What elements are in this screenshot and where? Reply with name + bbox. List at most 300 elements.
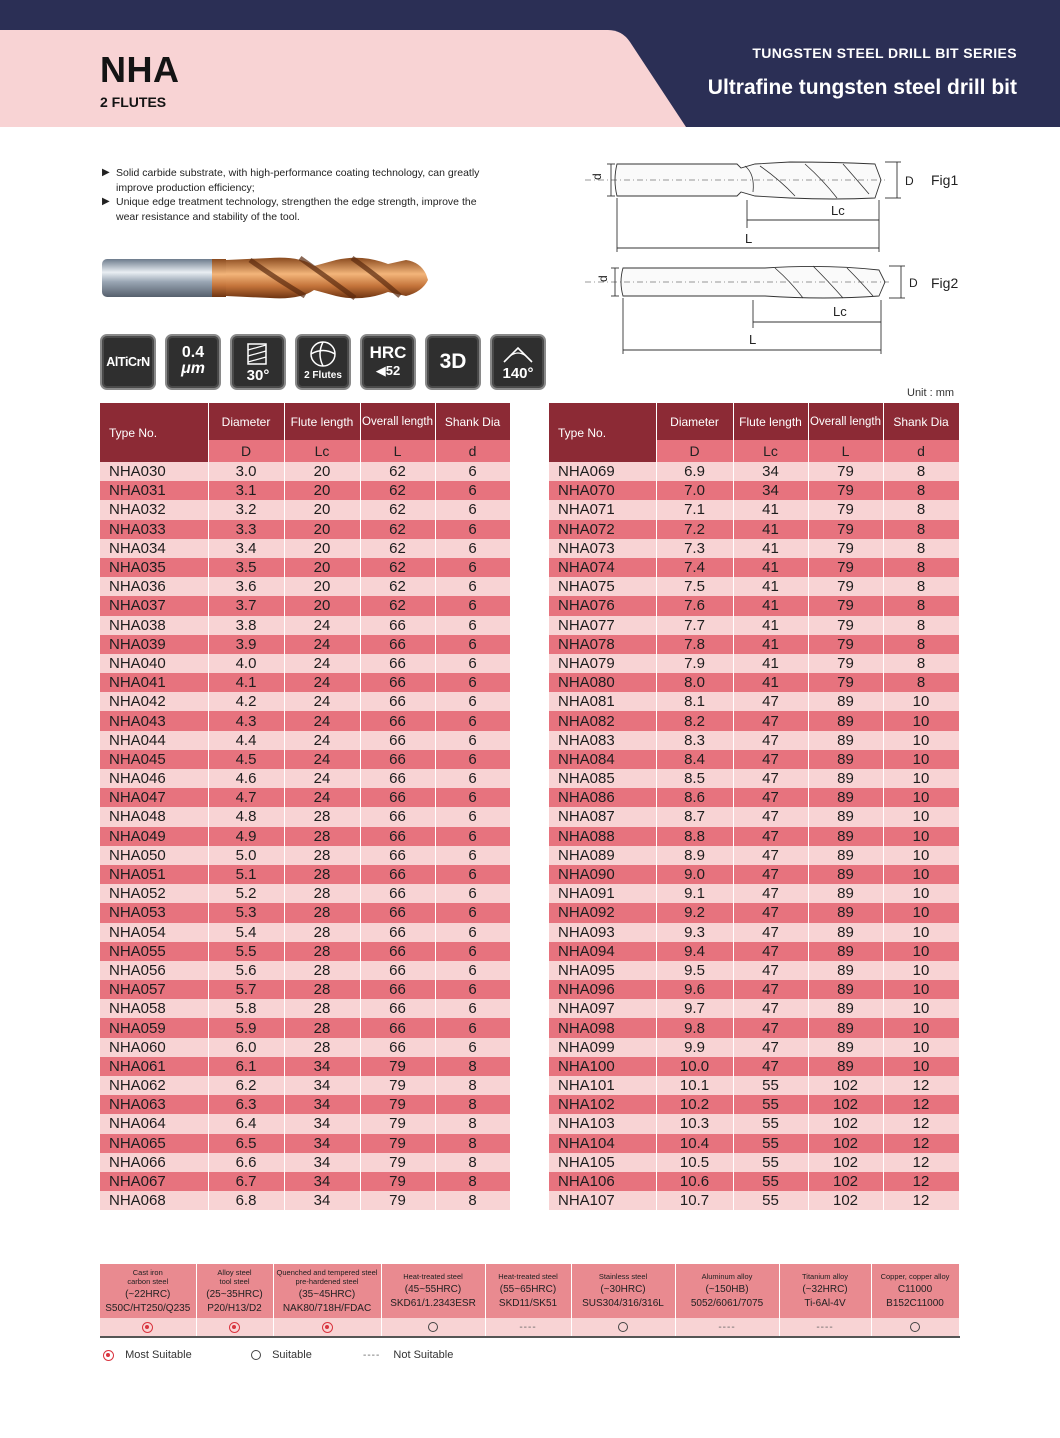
header-sym-d: d (435, 440, 510, 462)
diameter-cell: 4.2 (208, 692, 284, 711)
table-row (100, 1134, 510, 1153)
spec-table-right-body (549, 462, 959, 1210)
type-no-cell: NHA077 (549, 616, 656, 635)
type-no-cell: NHA099 (549, 1038, 656, 1057)
material-header (273, 1264, 381, 1318)
type-no-cell: NHA098 (549, 1018, 656, 1037)
overall-length-cell: 66 (360, 923, 435, 942)
table-row (100, 807, 510, 826)
overall-length-cell: 79 (360, 1134, 435, 1153)
type-no-cell: NHA058 (100, 999, 208, 1018)
diameter-cell: 4.3 (208, 711, 284, 730)
shank-dia-cell: 6 (435, 577, 510, 596)
diameter-cell: 7.4 (656, 558, 733, 577)
type-no-cell: NHA033 (100, 520, 208, 539)
shank-dia-cell: 6 (435, 750, 510, 769)
overall-length-cell: 62 (360, 462, 435, 481)
shank-dia-cell: 6 (435, 500, 510, 519)
material-grades: Ti-6Al-4V (804, 1298, 846, 1309)
suitability-cell (196, 1318, 273, 1337)
table-row (549, 596, 959, 615)
flute-length-cell: 34 (284, 1153, 360, 1172)
overall-length-cell: 66 (360, 731, 435, 750)
point-angle-icon (490, 334, 546, 390)
diameter-cell: 9.1 (656, 884, 733, 903)
bullet-triangle-icon: ▶ (102, 167, 110, 178)
table-row (549, 903, 959, 922)
type-no-cell: NHA095 (549, 961, 656, 980)
diameter-cell: 10.4 (656, 1134, 733, 1153)
diameter-cell: 5.3 (208, 903, 284, 922)
table-row (100, 520, 510, 539)
flute-length-cell: 34 (284, 1191, 360, 1210)
flute-length-cell: 47 (733, 769, 808, 788)
shank-dia-cell: 10 (883, 999, 959, 1018)
overall-length-cell: 89 (808, 788, 883, 807)
flute-length-cell: 55 (733, 1153, 808, 1172)
shank-dia-cell: 8 (435, 1191, 510, 1210)
overall-length-cell: 66 (360, 788, 435, 807)
material-grades: SKD61/1.2343ESR (390, 1298, 476, 1309)
flute-length-cell: 55 (733, 1134, 808, 1153)
flute-length-cell: 41 (733, 500, 808, 519)
type-no-cell: NHA035 (100, 558, 208, 577)
table-row (100, 1018, 510, 1037)
not-suitable-mark: ---- (718, 1321, 736, 1333)
overall-length-cell: 89 (808, 692, 883, 711)
flute-length-cell: 28 (284, 865, 360, 884)
flute-length-cell: 24 (284, 788, 360, 807)
surface-roughness-icon (165, 334, 221, 390)
header-flute-length: Flute length (284, 403, 360, 440)
fig1-shank-label: d (590, 173, 604, 180)
type-no-cell: NHA102 (549, 1095, 656, 1114)
table-row (549, 788, 959, 807)
most-suitable-icon (229, 1322, 240, 1333)
diameter-cell: 4.0 (208, 654, 284, 673)
model-name: NHA (100, 49, 180, 90)
diameter-cell: 5.7 (208, 980, 284, 999)
material-name: Stainless steel (598, 1272, 648, 1281)
flute-length-cell: 47 (733, 807, 808, 826)
helix-graphic (232, 340, 284, 368)
table-row (100, 1191, 510, 1210)
table-row (549, 1057, 959, 1076)
overall-length-cell: 79 (808, 635, 883, 654)
flute-length-cell: 24 (284, 711, 360, 730)
table-row (100, 1153, 510, 1172)
flute-length-cell: 47 (733, 884, 808, 903)
type-no-cell: NHA068 (100, 1191, 208, 1210)
type-no-cell: NHA088 (549, 827, 656, 846)
flute-length-cell: 55 (733, 1114, 808, 1133)
diameter-cell: 10.3 (656, 1114, 733, 1133)
flute-length-cell: 41 (733, 616, 808, 635)
flute-length-cell: 24 (284, 654, 360, 673)
shank-dia-cell: 6 (435, 1018, 510, 1037)
flute-length-cell: 47 (733, 980, 808, 999)
material-header (196, 1264, 273, 1318)
diameter-cell: 3.3 (208, 520, 284, 539)
overall-length-cell: 66 (360, 635, 435, 654)
flute-length-cell: 28 (284, 903, 360, 922)
header-overall-length: Overall length (360, 403, 435, 440)
most-suitable-icon (322, 1322, 333, 1333)
shank-dia-cell: 6 (435, 654, 510, 673)
flute-length-cell: 47 (733, 903, 808, 922)
flute-count: 2 FLUTES (100, 94, 167, 110)
table-row (100, 980, 510, 999)
overall-length-cell: 79 (360, 1153, 435, 1172)
type-no-cell: NHA054 (100, 923, 208, 942)
material-name: tool steel (219, 1276, 250, 1286)
fig1-length-label: L (745, 231, 753, 246)
type-no-cell: NHA086 (549, 788, 656, 807)
flute-length-cell: 41 (733, 596, 808, 615)
overall-length-cell: 102 (808, 1153, 883, 1172)
flute-length-cell: 20 (284, 558, 360, 577)
shank-dia-cell: 12 (883, 1191, 959, 1210)
shank-dia-cell: 10 (883, 807, 959, 826)
overall-length-cell: 89 (808, 942, 883, 961)
table-row (549, 1114, 959, 1133)
overall-length-cell: 79 (360, 1191, 435, 1210)
table-row (100, 1076, 510, 1095)
shank-dia-cell: 8 (883, 616, 959, 635)
diameter-cell: 4.4 (208, 731, 284, 750)
type-no-cell: NHA083 (549, 731, 656, 750)
overall-length-cell: 79 (360, 1057, 435, 1076)
flute-length-cell: 28 (284, 942, 360, 961)
overall-length-cell: 66 (360, 942, 435, 961)
table-row (100, 1172, 510, 1191)
header-sym-D: D (656, 440, 733, 462)
legend-not-text: Not Suitable (393, 1349, 454, 1361)
diameter-cell: 9.6 (656, 980, 733, 999)
shank-dia-cell: 8 (883, 539, 959, 558)
shank-dia-cell: 6 (435, 980, 510, 999)
table-row (549, 635, 959, 654)
type-no-cell: NHA097 (549, 999, 656, 1018)
bullet-triangle-icon: ▶ (102, 196, 110, 207)
type-no-cell: NHA080 (549, 673, 656, 692)
material-name: Alloy steel (217, 1267, 252, 1277)
flute-length-cell: 41 (733, 654, 808, 673)
shank-dia-cell: 10 (883, 711, 959, 730)
table-row (549, 1134, 959, 1153)
diameter-cell: 5.8 (208, 999, 284, 1018)
flute-length-cell: 34 (284, 1114, 360, 1133)
diameter-cell: 5.4 (208, 923, 284, 942)
diameter-cell: 9.2 (656, 903, 733, 922)
flute-length-cell: 24 (284, 750, 360, 769)
header-sym-Lc: Lc (733, 440, 808, 462)
diameter-cell: 3.1 (208, 481, 284, 500)
diameter-cell: 4.1 (208, 673, 284, 692)
diameter-cell: 8.3 (656, 731, 733, 750)
fig1-drawing (585, 162, 901, 252)
shank-dia-cell: 8 (883, 520, 959, 539)
flute-length-cell: 47 (733, 865, 808, 884)
overall-length-cell: 89 (808, 1057, 883, 1076)
diameter-cell: 9.7 (656, 999, 733, 1018)
coating-icon (100, 334, 156, 390)
roughness-value: 0.4 (181, 344, 205, 361)
type-no-cell: NHA046 (100, 769, 208, 788)
material-hardness: (35~45HRC) (298, 1288, 356, 1300)
overall-length-cell: 89 (808, 711, 883, 730)
shank-dia-cell: 8 (883, 481, 959, 500)
diameter-cell: 7.3 (656, 539, 733, 558)
material-hardness: (~32HRC) (802, 1284, 848, 1295)
legend-most (103, 1349, 192, 1361)
shank-dia-cell: 6 (435, 673, 510, 692)
shank-dia-cell: 8 (435, 1114, 510, 1133)
flute-length-cell: 28 (284, 846, 360, 865)
overall-length-cell: 89 (808, 827, 883, 846)
legend-suitable-text: Suitable (272, 1349, 312, 1361)
flutes-graphic (297, 339, 349, 369)
flute-length-cell: 41 (733, 577, 808, 596)
flute-length-cell: 20 (284, 481, 360, 500)
table-row (549, 711, 959, 730)
type-no-cell: NHA036 (100, 577, 208, 596)
shank-dia-cell: 6 (435, 635, 510, 654)
hrc-label: HRC (369, 343, 407, 362)
overall-length-cell: 89 (808, 731, 883, 750)
type-no-cell: NHA052 (100, 884, 208, 903)
type-no-cell: NHA082 (549, 711, 656, 730)
table-row (100, 1038, 510, 1057)
material-name: Copper, copper alloy (880, 1272, 950, 1281)
shank-dia-cell: 10 (883, 827, 959, 846)
flute-length-cell: 55 (733, 1095, 808, 1114)
overall-length-cell: 66 (360, 616, 435, 635)
type-no-cell: NHA081 (549, 692, 656, 711)
diameter-cell: 6.7 (208, 1172, 284, 1191)
table-row (549, 865, 959, 884)
shank-dia-cell: 10 (883, 1038, 959, 1057)
shank-dia-cell: 6 (435, 462, 510, 481)
shank-dia-cell: 6 (435, 788, 510, 807)
type-no-cell: NHA032 (100, 500, 208, 519)
type-no-cell: NHA061 (100, 1057, 208, 1076)
overall-length-cell: 79 (808, 596, 883, 615)
header-shank-dia: Shank Dia (883, 403, 959, 440)
material-name: pre-hardened steel (295, 1276, 359, 1286)
material-hardness: C11000 (897, 1284, 933, 1295)
type-no-cell: NHA103 (549, 1114, 656, 1133)
type-no-cell: NHA096 (549, 980, 656, 999)
diameter-cell: 6.8 (208, 1191, 284, 1210)
material-hardness: (25~35HRC) (206, 1288, 263, 1300)
fig2-shank-label: d (596, 275, 610, 282)
overall-length-cell: 89 (808, 750, 883, 769)
diameter-cell: 5.6 (208, 961, 284, 980)
flute-length-cell: 28 (284, 884, 360, 903)
table-row (100, 903, 510, 922)
overall-length-cell: 89 (808, 807, 883, 826)
overall-length-cell: 79 (360, 1172, 435, 1191)
table-row (549, 1095, 959, 1114)
overall-length-cell: 89 (808, 846, 883, 865)
material-name: Heat-treated steel (498, 1272, 558, 1281)
material-grades: B152C11000 (886, 1298, 944, 1309)
flute-length-cell: 34 (284, 1076, 360, 1095)
diameter-cell: 4.6 (208, 769, 284, 788)
type-no-cell: NHA094 (549, 942, 656, 961)
flute-length-cell: 47 (733, 692, 808, 711)
shank-dia-cell: 8 (883, 596, 959, 615)
type-no-cell: NHA059 (100, 1018, 208, 1037)
header-diameter: Diameter (208, 403, 284, 440)
flute-length-cell: 47 (733, 731, 808, 750)
not-suitable-mark: ---- (363, 1349, 381, 1361)
overall-length-cell: 89 (808, 999, 883, 1018)
diameter-cell: 8.1 (656, 692, 733, 711)
suitability-cell (485, 1318, 571, 1337)
material-grades: SUS304/316/316L (582, 1298, 664, 1309)
shank-dia-cell: 8 (435, 1153, 510, 1172)
flute-length-cell: 34 (284, 1095, 360, 1114)
diameter-cell: 9.0 (656, 865, 733, 884)
flute-length-cell: 41 (733, 635, 808, 654)
fig2-flute-label: Lc (833, 304, 847, 319)
shank-dia-cell: 6 (435, 558, 510, 577)
shank-dia-cell: 10 (883, 903, 959, 922)
type-no-cell: NHA078 (549, 635, 656, 654)
shank-dia-cell: 6 (435, 731, 510, 750)
diameter-cell: 10.5 (656, 1153, 733, 1172)
shank-dia-cell: 10 (883, 980, 959, 999)
diameter-cell: 4.5 (208, 750, 284, 769)
overall-length-cell: 66 (360, 999, 435, 1018)
type-no-cell: NHA084 (549, 750, 656, 769)
shank-dia-cell: 6 (435, 827, 510, 846)
type-no-cell: NHA106 (549, 1172, 656, 1191)
not-suitable-mark: ---- (816, 1321, 834, 1333)
shank-dia-cell: 8 (883, 558, 959, 577)
overall-length-cell: 79 (360, 1095, 435, 1114)
overall-length-cell: 89 (808, 1018, 883, 1037)
shank-dia-cell: 6 (435, 692, 510, 711)
material-name: Cast iron (132, 1267, 163, 1277)
most-suitable-icon (103, 1350, 114, 1361)
depth-3d-icon (425, 334, 481, 390)
flute-length-cell: 24 (284, 731, 360, 750)
overall-length-cell: 79 (808, 539, 883, 558)
flute-length-cell: 20 (284, 500, 360, 519)
type-no-cell: NHA040 (100, 654, 208, 673)
unit-label: Unit : mm (907, 387, 955, 399)
fig2-label: Fig2 (931, 275, 959, 291)
flute-length-cell: 24 (284, 635, 360, 654)
flute-length-cell: 47 (733, 1057, 808, 1076)
diameter-cell: 6.1 (208, 1057, 284, 1076)
type-no-cell: NHA076 (549, 596, 656, 615)
table-row (100, 673, 510, 692)
type-no-cell: NHA070 (549, 481, 656, 500)
type-no-cell: NHA079 (549, 654, 656, 673)
overall-length-cell: 66 (360, 1018, 435, 1037)
table-row (549, 731, 959, 750)
overall-length-cell: 79 (808, 577, 883, 596)
fig1-label: Fig1 (931, 172, 959, 188)
header-type: Type No. (549, 403, 656, 462)
overall-length-cell: 89 (808, 923, 883, 942)
diameter-cell: 8.5 (656, 769, 733, 788)
header-sym-D: D (208, 440, 284, 462)
diameter-cell: 8.0 (656, 673, 733, 692)
diameter-cell: 10.6 (656, 1172, 733, 1191)
shank-dia-cell: 6 (435, 539, 510, 558)
diameter-cell: 6.5 (208, 1134, 284, 1153)
spec-table-right (549, 403, 960, 1210)
material-header (100, 1264, 196, 1318)
type-no-cell: NHA049 (100, 827, 208, 846)
flute-length-cell: 41 (733, 558, 808, 577)
fig2-drawing (585, 266, 905, 354)
diameter-cell: 3.5 (208, 558, 284, 577)
material-name: Quenched and tempered steel (276, 1267, 378, 1277)
table-row (549, 481, 959, 500)
material-hardness: (~150HB) (705, 1284, 749, 1295)
type-no-cell: NHA034 (100, 539, 208, 558)
fig1-flute-label: Lc (831, 203, 845, 218)
overall-length-cell: 66 (360, 750, 435, 769)
flute-length-cell: 20 (284, 520, 360, 539)
shank-dia-cell: 6 (435, 903, 510, 922)
material-name: Titanium alloy (802, 1272, 848, 1281)
diameter-cell: 7.9 (656, 654, 733, 673)
table-row (549, 846, 959, 865)
diameter-cell: 7.2 (656, 520, 733, 539)
shank-dia-cell: 8 (883, 673, 959, 692)
diameter-cell: 10.2 (656, 1095, 733, 1114)
type-no-cell: NHA069 (549, 462, 656, 481)
table-row (549, 539, 959, 558)
suitability-cell (273, 1318, 381, 1337)
type-no-cell: NHA085 (549, 769, 656, 788)
overall-length-cell: 89 (808, 865, 883, 884)
shank-dia-cell: 6 (435, 923, 510, 942)
type-no-cell: NHA048 (100, 807, 208, 826)
table-row (100, 635, 510, 654)
table-row (100, 711, 510, 730)
overall-length-cell: 89 (808, 884, 883, 903)
shank-dia-cell: 10 (883, 788, 959, 807)
table-row (549, 462, 959, 481)
fig1-diameter-label: D (905, 174, 914, 188)
table-row (549, 654, 959, 673)
overall-length-cell: 66 (360, 961, 435, 980)
overall-length-cell: 62 (360, 520, 435, 539)
type-no-cell: NHA063 (100, 1095, 208, 1114)
overall-length-cell: 66 (360, 980, 435, 999)
material-header (871, 1264, 959, 1318)
diameter-cell: 3.9 (208, 635, 284, 654)
table-row (549, 1153, 959, 1172)
diameter-cell: 4.8 (208, 807, 284, 826)
diameter-cell: 7.7 (656, 616, 733, 635)
overall-length-cell: 79 (808, 520, 883, 539)
shank-dia-cell: 6 (435, 596, 510, 615)
table-row (549, 1076, 959, 1095)
material-header (779, 1264, 871, 1318)
table-row (549, 999, 959, 1018)
table-row (100, 961, 510, 980)
header-type: Type No. (100, 403, 208, 462)
